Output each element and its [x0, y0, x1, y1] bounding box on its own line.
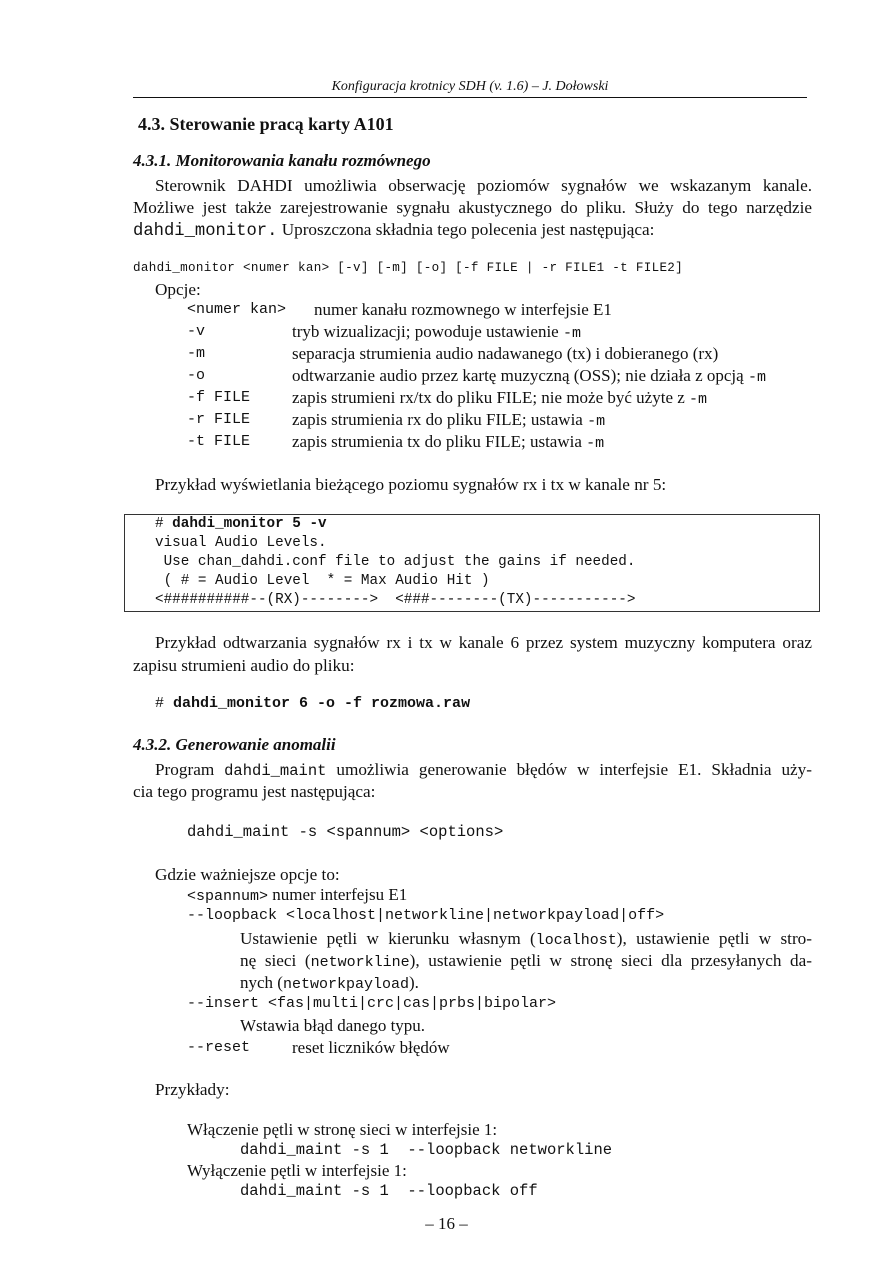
running-header: Konfiguracja krotnicy SDH (v. 1.6) – J. Dołowski — [331, 79, 609, 94]
option-flag: -v — [187, 323, 206, 340]
syntax-line: dahdi_maint -s <spannum> <options> — [187, 823, 504, 841]
paragraph-line: cia tego programu jest następująca: — [133, 782, 376, 801]
output-line: Use chan_dahdi.conf file to adjust the gains if needed. — [155, 554, 636, 570]
output-line: <##########--(RX)--------> <###--------(TX)-----------> — [155, 592, 636, 608]
option-desc-text: separacja strumienia audio nadawanego (tx) i dobieranego (rx) — [292, 344, 719, 363]
option-desc-text: zapis strumienia tx do pliku FILE; ustawia — [292, 432, 587, 451]
example1-intro: Przykład wyświetlania bieżącego poziomu sygnałów rx i tx w kanale nr 5: — [155, 475, 667, 494]
desc-text: ), ustawienie pętli w stronę sieci dla przesyłanych da- — [409, 951, 812, 970]
option-flag: -r FILE — [187, 411, 251, 428]
option-desc-text: zapis strumieni rx/tx do pliku FILE; nie może być użyte z — [292, 388, 690, 407]
option-flag-reset: --reset — [187, 1039, 251, 1056]
option-desc — [292, 322, 581, 342]
examples-label: Przykłady: — [155, 1080, 230, 1099]
prompt: # — [155, 516, 173, 532]
inline-code: -m — [562, 325, 581, 342]
paragraph-line — [155, 760, 812, 780]
option-desc — [314, 300, 612, 320]
option-desc — [292, 344, 718, 364]
paragraph-text: Program — [155, 760, 225, 779]
loopback-desc-line — [240, 951, 812, 971]
option-desc-text: odtwarzanie audio przez kartę muzyczną (OSS); nie działa z opcją — [292, 366, 748, 385]
inline-code: -m — [689, 391, 708, 408]
option-flag: -t FILE — [187, 433, 251, 450]
option-flag-insert: --insert <fas|multi|crc|cas|prbs|bipolar> — [187, 995, 557, 1012]
loopback-desc-line — [240, 929, 812, 949]
option-desc-text: numer kanału rozmownego w interfejsie E1 — [314, 300, 612, 319]
paragraph-line: Możliwe jest także zarejestrowanie sygnału akustycznego do pliku. Służy do tego narzędzie — [133, 198, 812, 217]
option-flag-loopback: --loopback <localhost|networkline|networkpayload|off> — [187, 907, 665, 924]
options-intro: Gdzie ważniejsze opcje to: — [155, 865, 340, 884]
page-number: – 16 – — [425, 1214, 468, 1233]
option-spannum — [187, 885, 407, 905]
inline-code: -m — [587, 413, 606, 430]
header-rule — [133, 97, 807, 98]
command-line — [155, 516, 327, 532]
option-desc-text: zapis strumienia rx do pliku FILE; ustawia — [292, 410, 588, 429]
syntax-line: dahdi_monitor <numer kan> [-v] [-m] [-o] [-f FILE | -r FILE1 -t FILE2] — [133, 261, 684, 275]
options-label: Opcje: — [155, 280, 201, 299]
subsection-title-4-3-1: 4.3.1. Monitorowania kanału rozmównego — [133, 151, 431, 170]
option-desc-text: numer interfejsu E1 — [268, 885, 408, 904]
option-flag: -f FILE — [187, 389, 251, 406]
paragraph-line: Przykład odtwarzania sygnałów rx i tx w kanale 6 przez system muzyczny komputera oraz — [155, 633, 812, 652]
paragraph-line: Sterownik DAHDI umożliwia obserwację poziomów sygnałów we wskazanym kanale. — [155, 176, 812, 195]
reset-desc: reset liczników błędów — [292, 1038, 450, 1057]
paragraph-text: umożliwia generowanie błędów w interfejsie E1. Składnia uży- — [326, 760, 812, 779]
paragraph-line — [133, 219, 654, 243]
output-line: visual Audio Levels. — [155, 535, 327, 551]
command-text: dahdi_monitor 5 -v — [172, 516, 327, 532]
inline-code: -m — [586, 435, 605, 452]
desc-text: Ustawienie pętli w kierunku własnym ( — [240, 929, 536, 948]
inline-code: localhost — [535, 932, 617, 949]
example-command: dahdi_maint -s 1 --loopback networkline — [240, 1141, 613, 1159]
paragraph-text: Uproszczona składnia tego polecenia jest następująca: — [277, 220, 655, 239]
inline-code: dahdi_maint — [224, 762, 327, 780]
prompt: # — [155, 695, 174, 712]
example-desc: Włączenie pętli w stronę sieci w interfejsie 1: — [187, 1120, 498, 1139]
desc-text: ), ustawienie pętli w stro- — [616, 929, 812, 948]
insert-desc: Wstawia błąd danego typu. — [240, 1016, 426, 1035]
section-title: 4.3. Sterowanie pracą karty A101 — [138, 114, 394, 134]
command-text: dahdi_monitor 6 -o -f rozmowa.raw — [173, 695, 471, 712]
paragraph-line: zapisu strumieni audio do pliku: — [133, 656, 355, 675]
inline-code: -m — [747, 369, 766, 386]
option-desc-text: tryb wizualizacji; powoduje ustawienie — [292, 322, 563, 341]
option-desc — [292, 388, 707, 408]
option-desc — [292, 432, 604, 452]
inline-code: networkline — [310, 954, 410, 971]
command-line — [155, 695, 470, 712]
loopback-desc-line — [240, 973, 419, 993]
desc-text: nę sieci ( — [240, 951, 311, 970]
example-command: dahdi_maint -s 1 --loopback off — [240, 1182, 538, 1200]
option-flag: <spannum> — [187, 888, 269, 905]
option-desc — [292, 366, 766, 386]
inline-code: networkpayload — [282, 976, 409, 993]
subsection-title-4-3-2: 4.3.2. Generowanie anomalii — [133, 735, 336, 754]
desc-text: ). — [409, 973, 419, 992]
output-line: ( # = Audio Level * = Max Audio Hit ) — [155, 573, 490, 589]
option-flag: -m — [187, 345, 206, 362]
inline-code: dahdi_monitor. — [133, 222, 278, 241]
desc-text: nych ( — [240, 973, 283, 992]
option-flag: -o — [187, 367, 206, 384]
option-desc — [292, 410, 605, 430]
option-flag: <numer kan> — [187, 301, 287, 318]
example-desc: Wyłączenie pętli w interfejsie 1: — [187, 1161, 407, 1180]
